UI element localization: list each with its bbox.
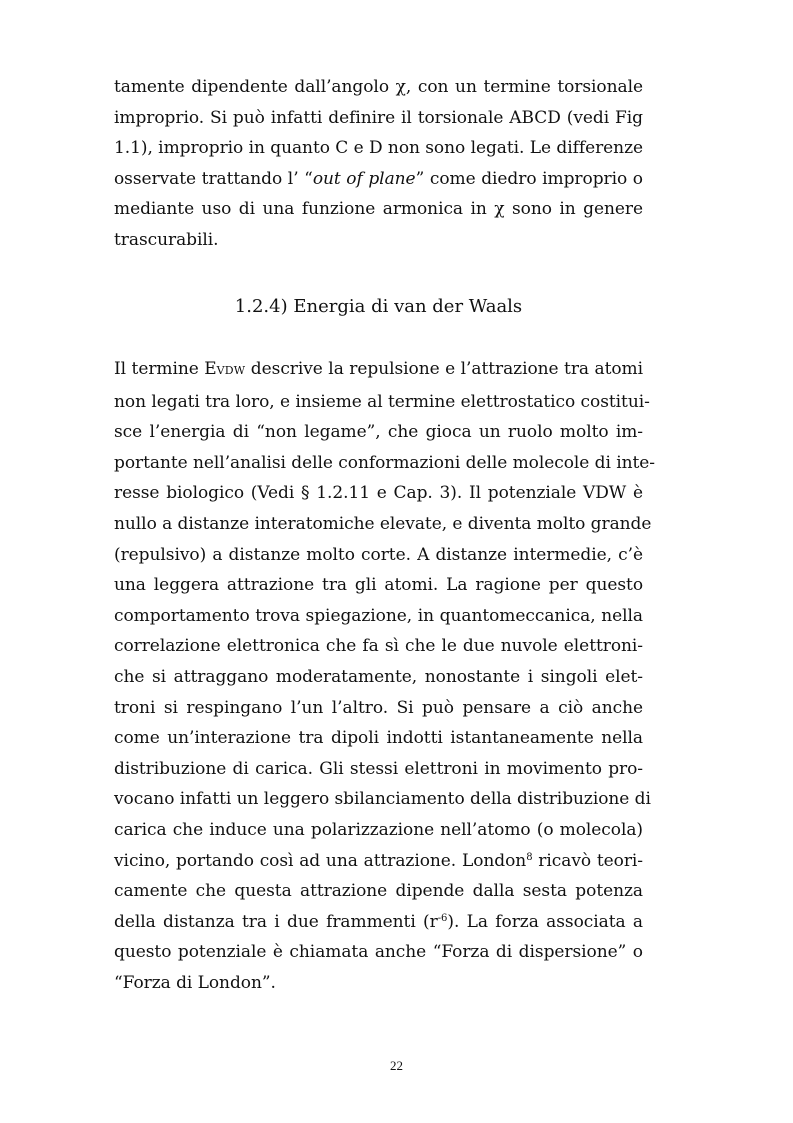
text-line: camente che questa attrazione dipende dalla sesta potenza bbox=[114, 881, 643, 902]
text-line: carica che induce una polarizzazione nell’atomo (o molecola) bbox=[114, 819, 643, 840]
text-line: troni si respingano l’un l’altro. Si può pensare a ciò anche bbox=[114, 697, 643, 718]
text-fragment: ). La forza associata a bbox=[447, 911, 643, 932]
text-line: “Forza di London”. bbox=[114, 972, 276, 993]
paragraph-van-der-waals bbox=[114, 354, 655, 998]
text-fragment: ” come diedro improprio o bbox=[415, 168, 643, 189]
text-line: che si attraggano moderatamente, nonostante i singoli elet- bbox=[114, 666, 643, 687]
text-line: portante nell’analisi delle conformazioni delle molecole di inte- bbox=[114, 452, 655, 473]
text-line: una leggera attrazione tra gli atomi. La ragione per questo bbox=[114, 575, 643, 596]
subscript-vdw: VDW bbox=[216, 364, 246, 377]
text-line: tamente dipendente dall’angolo χ, con un termine torsionale bbox=[114, 77, 643, 97]
text-line: vocano infatti un leggero sbilanciamento della distribuzione di bbox=[114, 789, 651, 810]
text-line bbox=[114, 354, 643, 387]
section-heading: 1.2.4) Energia di van der Waals bbox=[234, 296, 523, 317]
superscript-exponent: -6 bbox=[437, 912, 448, 924]
text-fragment: Il termine E bbox=[114, 359, 217, 379]
text-line: questo potenziale è chiamata anche “Forza di dispersione” o bbox=[114, 942, 643, 963]
text-line: resse biologico (Vedi § 1.2.11 e Cap. 3). Il potenziale VDW è bbox=[114, 483, 643, 504]
footnote-ref-8: 8 bbox=[526, 851, 533, 863]
text-line: improprio. Si può infatti definire il torsionale ABCD (vedi Fig bbox=[114, 107, 643, 128]
text-fragment: descrive la repulsione e l’attrazione tra atomi bbox=[245, 359, 643, 379]
text-line bbox=[114, 907, 643, 938]
text-line: come un’interazione tra dipoli indotti istantaneamente nella bbox=[114, 728, 643, 749]
text-line bbox=[114, 164, 643, 195]
text-line: trascurabili. bbox=[114, 229, 219, 250]
text-line: nullo a distanze interatomiche elevate, e diventa molto grande bbox=[114, 513, 652, 534]
text-line: non legati tra loro, e insieme al termine elettrostatico costitui- bbox=[114, 391, 650, 412]
text-fragment: della distanza tra i due frammenti (r bbox=[114, 911, 438, 932]
paragraph-intro bbox=[114, 72, 643, 256]
emphasis-out-of-plane: out of plane bbox=[312, 168, 416, 189]
text-line: sce l’energia di “non legame”, che gioca un ruolo molto im- bbox=[114, 422, 643, 443]
text-line: comportamento trova spiegazione, in quantomeccanica, nella bbox=[114, 605, 643, 626]
text-line: correlazione elettronica che fa sì che le due nuvole elettroni- bbox=[114, 636, 643, 657]
text-line: (repulsivo) a distanze molto corte. A distanze intermedie, c’è bbox=[114, 544, 643, 565]
text-line: 1.1), improprio in quanto C e D non sono legati. Le differenze bbox=[114, 138, 643, 159]
text-line: mediante uso di una funzione armonica in χ sono in genere bbox=[114, 199, 643, 220]
text-fragment: ricavò teori- bbox=[532, 850, 643, 871]
text-line bbox=[114, 846, 643, 877]
text-line: distribuzione di carica. Gli stessi elettroni in movimento pro- bbox=[114, 758, 643, 779]
page-number: 22 bbox=[390, 1058, 403, 1073]
text-fragment: vicino, portando così ad una attrazione. London bbox=[114, 850, 527, 871]
text-fragment: osservate trattando l’ “ bbox=[114, 168, 313, 189]
